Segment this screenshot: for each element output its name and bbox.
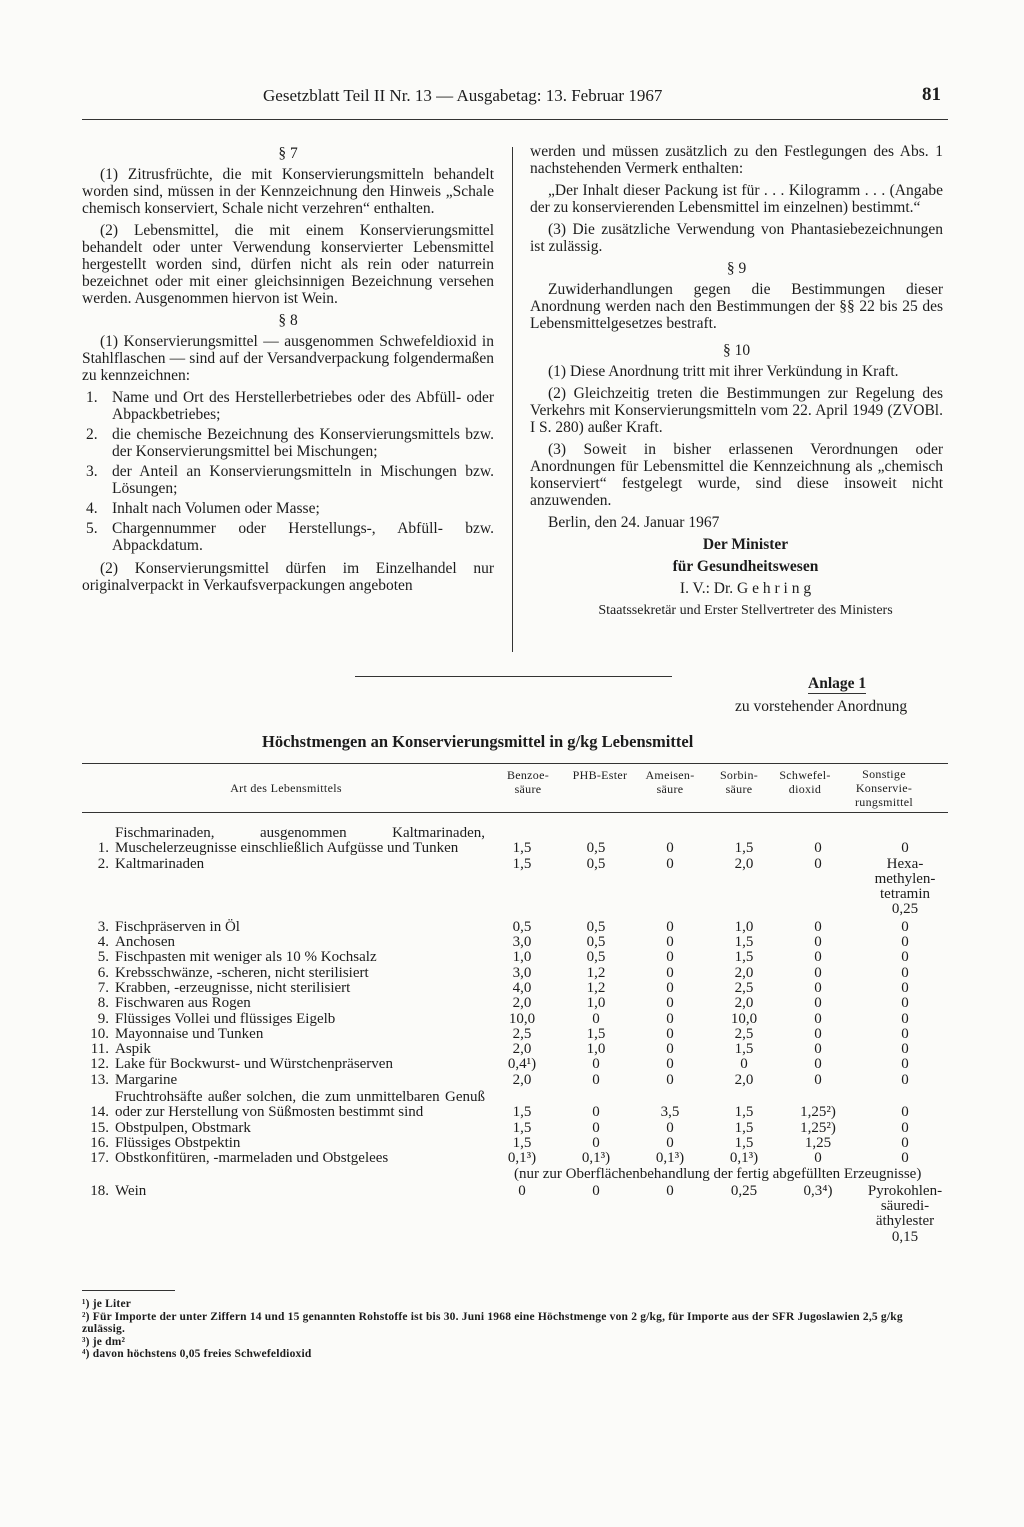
table-cell: 0,1³)	[729, 1150, 759, 1167]
section-7-paragraph-1: (1) Zitrusfrüchte, die mit Konservierungsmitteln behandelt worden sind, müssen in der Kennzeichnung den Hinweis „Schale chemisch konserviert, Schale nicht verzehren“ enthalten.	[82, 166, 494, 217]
column-header-sorbic-acid: Sorbin- säure	[719, 768, 759, 796]
row-number: 12.	[90, 1056, 109, 1073]
table-cell: 0	[666, 979, 674, 996]
table-cell: 2,0	[734, 1071, 754, 1088]
row-number: 6.	[97, 964, 109, 981]
table-cell: 0	[901, 1104, 909, 1121]
table-cell: 1,5	[512, 1104, 532, 1121]
table-cell: 0	[814, 1150, 822, 1167]
header-rule	[82, 119, 948, 120]
table-cell: 1,0	[586, 995, 606, 1012]
table-cell: 1,0	[734, 918, 754, 935]
right-column	[530, 143, 943, 624]
table-cell: 2,0	[512, 1071, 532, 1088]
table-row	[82, 1012, 948, 1027]
row-17-note: (nur zur Oberflächenbehandlung der fertig abgefüllten Erzeugnisse)	[514, 1165, 922, 1182]
section-8-paragraph-2: (2) Konservierungsmittel dürfen im Einzelhandel nur originalverpackt in Verkaufsverpackungen angeboten	[82, 560, 494, 594]
annex-subtitle: zu vorstehender Anordnung	[735, 698, 908, 715]
table-cell: 2,0	[512, 995, 532, 1012]
table-cell: 0	[814, 1056, 822, 1073]
table-cell: 0	[592, 1182, 600, 1199]
row-number: 15.	[90, 1119, 109, 1136]
section-divider	[355, 676, 672, 677]
table-cell: 1,5	[512, 855, 532, 872]
section-7-paragraph-2: (2) Lebensmittel, die mit einem Konservierungsmittel behandelt oder unter Verwendung konservierter Lebensmittel hergestellt worden sind, dürfen nicht als rein oder naturrein bezeichnet oder mit einer gleichsinnigen Bezeichnung versehen werden. Ausgenommen hiervon ist Wein.	[82, 222, 494, 307]
food-label: Obstpulpen, Obstmark	[115, 1119, 251, 1136]
section-7-heading: § 7	[278, 145, 298, 162]
table-cell: 1,5	[734, 1041, 754, 1058]
list-item: 4. Inhalt nach Volumen oder Masse;	[86, 500, 320, 517]
food-label: Fischwaren aus Rogen	[115, 995, 251, 1012]
table-cell: 0	[666, 1010, 674, 1027]
table-cell: 0,3⁴)	[803, 1182, 833, 1199]
table-cell: 0	[814, 964, 822, 981]
footnote-4: ⁴) davon höchstens 0,05 freies Schwefeldioxid	[82, 1348, 312, 1361]
table-cell: 3,0	[512, 964, 532, 981]
signature-minister: Der Minister	[702, 536, 789, 553]
table-cell: 1,25²)	[800, 1119, 836, 1136]
table-row	[82, 826, 948, 857]
table-row	[82, 1057, 948, 1072]
table-cell: 0	[814, 1010, 822, 1027]
food-label: Aspik	[115, 1041, 151, 1058]
section-10-paragraph-3: (3) Soweit in bisher erlassenen Verordnungen oder Anordnungen für Lebensmittel die Kennzeichnung als „chemisch konserviert“ festgelegt wurde, sind diese insoweit nicht anzuwenden.	[530, 441, 943, 509]
table-cell: 0	[518, 1182, 526, 1199]
row-number: 8.	[97, 995, 109, 1012]
table-row	[82, 950, 948, 965]
table-row	[82, 1073, 948, 1088]
row-number: 4.	[97, 934, 109, 951]
section-9-paragraph: Zuwiderhandlungen gegen die Bestimmungen dieser Anordnung werden nach den Bestimmungen der §§ 22 bis 25 des Lebensmittelgesetzes bestraft.	[530, 281, 943, 332]
table-cell: 2,5	[512, 1025, 532, 1042]
row-number: 9.	[97, 1010, 109, 1027]
food-label: Fischpräserven in Öl	[115, 918, 240, 935]
table-cell: 0,1³)	[507, 1150, 537, 1167]
column-header-other-preservatives: Sonstige Konservie- rungsmittel	[855, 767, 913, 809]
table-cell: 0	[901, 934, 909, 951]
table-cell: 0	[814, 934, 822, 951]
table-cell: 0	[740, 1056, 748, 1073]
table-cell: 0	[814, 840, 822, 857]
table-cell: 0	[666, 855, 674, 872]
table-cell: 0,5	[586, 949, 606, 966]
table-cell: 0	[666, 1041, 674, 1058]
table-cell: 0,1³)	[581, 1150, 611, 1167]
row-number: 17.	[90, 1150, 109, 1167]
table-cell: 1,5	[734, 840, 754, 857]
food-label: Obstkonfitüren, -marmeladen und Obstgelees	[115, 1150, 389, 1167]
table-row	[82, 1090, 948, 1121]
table-cell: 0	[666, 934, 674, 951]
table-row	[82, 935, 948, 950]
table-cell: 0	[592, 1056, 600, 1073]
table-cell: 0	[592, 1134, 600, 1151]
table-cell: 0	[592, 1071, 600, 1088]
table-cell: 0	[666, 918, 674, 935]
table-cell: 0	[814, 1071, 822, 1088]
table-cell: 10,0	[508, 1010, 536, 1027]
food-label: Flüssiges Vollei und flüssiges Eigelb	[115, 1010, 336, 1027]
table-row	[82, 996, 948, 1011]
table-cell: 1,5	[734, 1134, 754, 1151]
food-label: Krabben, -erzeugnisse, nicht sterilisiert	[115, 979, 351, 996]
table-cell: 1,5	[586, 1025, 606, 1042]
table-cell: 0	[814, 949, 822, 966]
list-item: 5. Chargennummer oder Herstellungs-, Abfüll- bzw. Abpackdatum.	[86, 520, 494, 554]
table-row	[82, 1042, 948, 1057]
table-cell: 0	[901, 840, 909, 857]
table-cell: 0	[592, 1104, 600, 1121]
table-cell: 0	[814, 1025, 822, 1042]
signature-role: Staatssekretär und Erster Stellvertreter des Ministers	[598, 603, 893, 618]
table-row	[82, 1136, 948, 1151]
table-cell: 0	[666, 1134, 674, 1151]
food-label: Krebsschwänze, -scheren, nicht sterilisiert	[115, 964, 369, 981]
row-number: 5.	[97, 949, 109, 966]
table-cell: 0	[666, 1025, 674, 1042]
food-label: Lake für Bockwurst- und Würstchenpräserven	[115, 1056, 393, 1073]
left-column	[82, 143, 494, 599]
table-cell: 1,0	[586, 1041, 606, 1058]
row-number: 13.	[90, 1071, 109, 1088]
table-row	[82, 857, 948, 918]
food-label: Flüssiges Obstpektin	[115, 1134, 241, 1151]
table-cell: 0,5	[586, 934, 606, 951]
table-cell: 3,5	[660, 1104, 680, 1121]
section-8-paragraph-1: (1) Konservierungsmittel — ausgenommen Schwefeldioxid in Stahlflaschen — sind auf der Versandverpackung folgendermaßen zu kennzeichnen:	[82, 333, 494, 384]
table-cell: 0	[666, 840, 674, 857]
table-cell: 1,25	[804, 1134, 832, 1151]
table-cell: 1,0	[512, 949, 532, 966]
table-cell: 0	[814, 1041, 822, 1058]
signature-date: Berlin, den 24. Januar 1967	[548, 514, 720, 531]
footnote-rule	[82, 1290, 175, 1291]
table-cell: 0	[901, 979, 909, 996]
table-cell: 1,5	[734, 1104, 754, 1121]
food-label: Margarine	[115, 1071, 178, 1088]
table-row	[82, 1027, 948, 1042]
food-label: Anchosen	[115, 934, 175, 951]
table-cell: Hexa- methylen- tetramin 0,25	[874, 855, 936, 918]
signature-ministry: für Gesundheitswesen	[672, 558, 819, 575]
column-header-sulfur-dioxide: Schwefel- dioxid	[779, 768, 831, 796]
column-header-phb-ester: PHB-Ester	[572, 768, 628, 782]
page-header-title: Gesetzblatt Teil II Nr. 13 — Ausgabetag: 13. Februar 1967	[263, 86, 663, 105]
table-cell: 10,0	[730, 1010, 758, 1027]
table-cell: 4,0	[512, 979, 532, 996]
table-cell: 0	[901, 1119, 909, 1136]
table-cell: 0	[901, 1025, 909, 1042]
table-title: Höchstmengen an Konservierungsmittel in g/kg Lebensmittel	[262, 732, 694, 751]
table-cell: 0,25	[730, 1182, 758, 1199]
table-cell: 1,2	[586, 964, 606, 981]
table-cell: 0,5	[586, 840, 606, 857]
table-cell: 0	[901, 918, 909, 935]
table-cell: 0	[901, 964, 909, 981]
table-cell: 1,5	[512, 1119, 532, 1136]
row-number: 10.	[90, 1025, 109, 1042]
table-row	[82, 1184, 948, 1245]
row-number: 16.	[90, 1134, 109, 1151]
row-number: 1.	[97, 840, 109, 857]
table-cell: 0	[901, 1010, 909, 1027]
row-number: 3.	[97, 918, 109, 935]
section-8-paragraph-3: (3) Die zusätzliche Verwendung von Phantasiebezeichnungen ist zulässig.	[530, 221, 943, 255]
food-label: Fischmarinaden, ausgenommen Kaltmarinaden, Muschelerzeugnisse einschließlich Aufgüsse und Tunken	[115, 825, 485, 857]
table-cell: 0	[814, 918, 822, 935]
table-cell: 0,5	[512, 918, 532, 935]
table-cell: 0	[901, 995, 909, 1012]
table-cell: 0	[814, 855, 822, 872]
table-cell: 1,25²)	[800, 1104, 836, 1121]
table-cell: 2,5	[734, 979, 754, 996]
list-item: 3. der Anteil an Konservierungsmitteln in Mischungen bzw. Lösungen;	[86, 463, 494, 497]
table-cell: 0	[901, 949, 909, 966]
footnote-2: ²) Für Importe der unter Ziffern 14 und 15 genannten Rohstoffe ist bis 30. Juni 1968 eine Höchstmenge von 2 g/kg, für Importe aus der SFR Jugoslawien 2,5 g/kg zulässig.	[82, 1310, 903, 1336]
section-10-paragraph-1: (1) Diese Anordnung tritt mit ihrer Verkündung in Kraft.	[548, 363, 899, 380]
table-cell: 1,5	[734, 949, 754, 966]
section-9-heading: § 9	[726, 260, 747, 277]
table-cell: 0,4¹)	[507, 1056, 537, 1073]
footnote-3: ³) je dm²	[82, 1335, 126, 1348]
footnote-1: ¹) je Liter	[82, 1298, 132, 1310]
table-cell: 1,2	[586, 979, 606, 996]
table-cell: 0,5	[586, 918, 606, 935]
table-cell: 2,0	[734, 964, 754, 981]
table-cell: 0	[666, 1056, 674, 1073]
table-cell: 0,5	[586, 855, 606, 872]
section-10-heading: § 10	[722, 342, 751, 359]
table-cell: 0	[666, 1071, 674, 1088]
section-8-heading: § 8	[278, 312, 298, 329]
list-item: 1. Name und Ort des Herstellerbetriebes oder des Abfüll- oder Abpackbetriebes;	[86, 389, 494, 423]
section-8-continuation: werden und müssen zusätzlich zu den Festlegungen des Abs. 1 nachstehenden Vermerk enthalten:	[530, 143, 943, 177]
table-cell: 0	[592, 1010, 600, 1027]
table-cell: 0	[901, 1056, 909, 1073]
food-label: Wein	[115, 1182, 147, 1199]
table-cell: 1,5	[512, 1134, 532, 1151]
list-item: 2. die chemische Bezeichnung des Konservierungsmittels bzw. der Konservierungsmittel bei Mischungen;	[86, 426, 494, 460]
footnotes	[82, 1298, 948, 1361]
column-header-food: Art des Lebensmittels	[230, 781, 342, 795]
table-cell: 2,5	[734, 1025, 754, 1042]
table-cell: 1,5	[734, 934, 754, 951]
section-10-paragraph-2: (2) Gleichzeitig treten die Bestimmungen zur Regelung des Verkehrs mit Konservierungsmitteln vom 22. April 1949 (ZVOBl. I S. 280) außer Kraft.	[530, 385, 943, 436]
table-cell: 0	[901, 1071, 909, 1088]
table-cell: 0	[666, 949, 674, 966]
signature-name: I. V.: Dr. G e h r i n g	[679, 580, 812, 597]
table-cell: 2,0	[734, 995, 754, 1012]
table-cell: 0	[666, 964, 674, 981]
table-row	[82, 920, 948, 935]
row-number: 11.	[90, 1041, 109, 1058]
table-cell: 0	[666, 1119, 674, 1136]
labeling-list	[82, 389, 494, 554]
column-divider	[512, 147, 513, 652]
table-cell: 3,0	[512, 934, 532, 951]
table-row	[82, 1151, 948, 1166]
table-cell: 2,0	[734, 855, 754, 872]
table-cell: 2,0	[512, 1041, 532, 1058]
table-cell: 0	[901, 1134, 909, 1151]
column-header-formic-acid: Ameisen- säure	[645, 768, 695, 796]
table-cell: 0	[814, 979, 822, 996]
food-label: Fischpasten mit weniger als 10 % Kochsalz	[115, 949, 377, 966]
table-cell: Pyrokohlen- säuredi- äthylester 0,15	[867, 1182, 943, 1245]
annex-title: Anlage 1	[808, 675, 867, 692]
row-number: 2.	[97, 855, 109, 872]
table-cell: 1,5	[734, 1119, 754, 1136]
table-cell: 0	[666, 1182, 674, 1199]
row-number: 14.	[90, 1104, 109, 1121]
food-label: Kaltmarinaden	[115, 855, 205, 872]
row-number: 7.	[97, 979, 109, 996]
table-cell: 0	[814, 995, 822, 1012]
table-cell: 0	[592, 1119, 600, 1136]
table-top-rule	[82, 763, 948, 764]
table-header-rule	[82, 812, 948, 813]
table-body	[82, 826, 948, 1245]
food-label: Mayonnaise und Tunken	[115, 1025, 264, 1042]
page-number: 81	[922, 84, 941, 105]
table-row	[82, 1121, 948, 1136]
row-number: 18.	[90, 1182, 109, 1199]
table-row	[82, 966, 948, 981]
table-cell: 0	[666, 995, 674, 1012]
table-cell: 0,1³)	[655, 1150, 685, 1167]
packaging-note-quote: „Der Inhalt dieser Packung ist für . . . Kilogramm . . . (Angabe der zu konservierenden Lebensmittel im einzelnen) bestimmt.“	[530, 182, 943, 216]
table-cell: 1,5	[512, 840, 532, 857]
table-cell: 0	[901, 1041, 909, 1058]
column-header-benzoic-acid: Benzoe- säure	[506, 768, 550, 796]
table-row	[82, 981, 948, 996]
food-label: Fruchtrohsäfte außer solchen, die zum unmittelbaren Genuß oder zur Herstellung von Süßmosten bestimmt sind	[115, 1089, 485, 1121]
table-cell: 0	[901, 1150, 909, 1167]
